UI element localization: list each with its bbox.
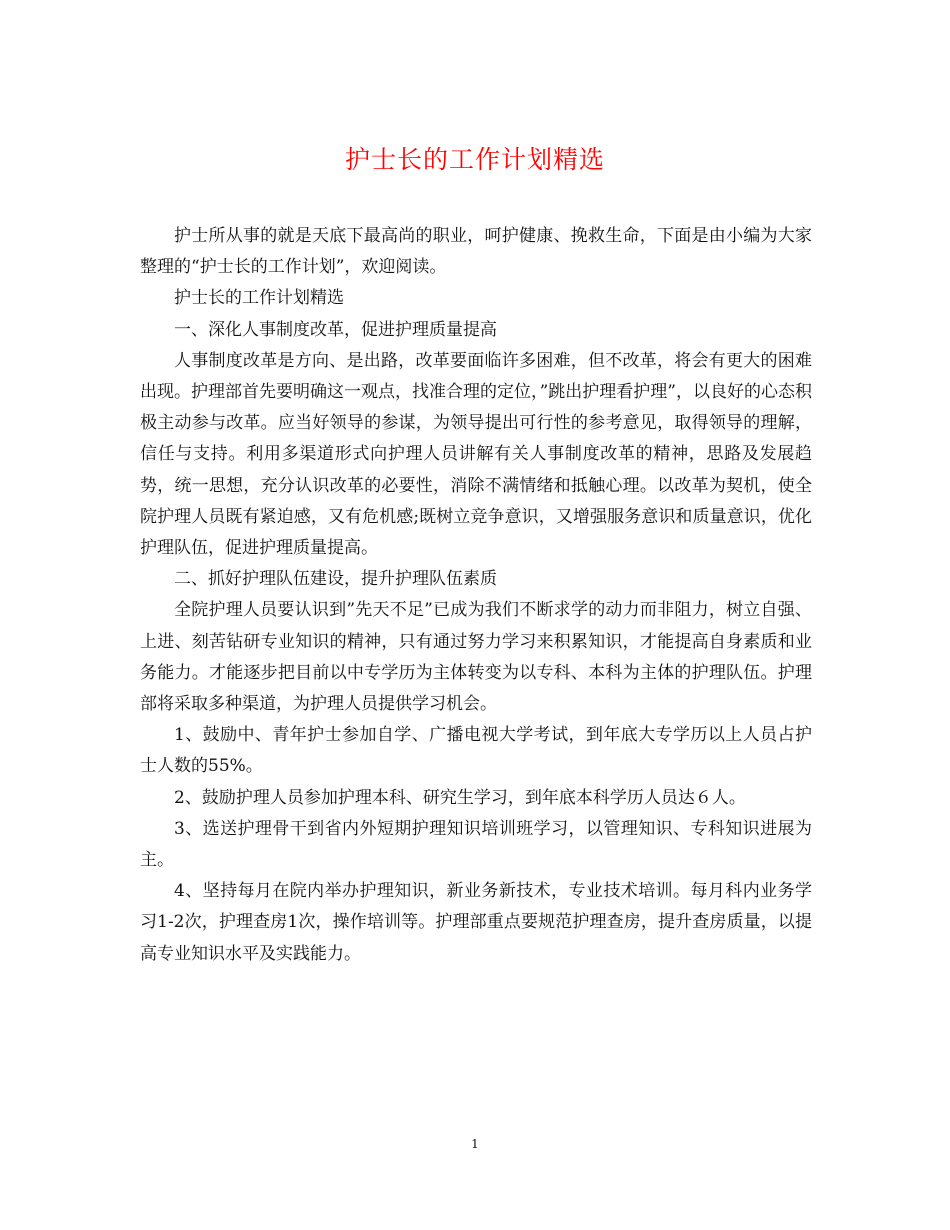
page-number: 1 <box>471 1137 479 1151</box>
list-item-2: 2、鼓励护理人员参加护理本科、研究生学习，到年底本科学历人员达６人。 <box>174 787 746 808</box>
list-item-4: 4、坚持每月在院内举办护理知识，新业务新技术，专业技术培训。每月科内业务学习1-2次，护理查房1次，操作培训等。护理部重点要规范护理查房，提升查房质量，以提高专业知识水平及实践能力。 <box>140 881 812 964</box>
section-2-paragraph: 全院护理人员要认识到”先天不足”已成为我们不断求学的动力而非阻力，树立自强、上进、刻苦钻研专业知识的精神，只有通过努力学习来积累知识，才能提高自身素质和业务能力。才能逐步把目前以中专学历为主体转变为以专科、本科为主体的护理队伍。护理部将采取多种渠道，为护理人员提供学习机会。 <box>140 600 812 715</box>
intro-paragraph: 护士所从事的就是天底下最高尚的职业，呵护健康、挽救生命，下面是由小编为大家整理的“护士长的工作计划”，欢迎阅读。 <box>140 226 812 278</box>
list-item-1: 1、鼓励中、青年护士参加自学、广播电视大学考试，到年底大专学历以上人员占护士人数的55%。 <box>140 725 812 777</box>
document-body <box>140 221 812 970</box>
subtitle-paragraph: 护士长的工作计划精选 <box>174 288 344 309</box>
section-1-paragraph: 人事制度改革是方向、是出路，改革要面临许多困难，但不改革，将会有更大的困难出现。护理部首先要明确这一观点，找准合理的定位，”跳出护理看护理”，以良好的心态积极主动参与改革。应当好领导的参谋，为领导提出可行性的参考意见，取得领导的理解，信任与支持。利用多渠道形式向护理人员讲解有关人事制度改革的精神，思路及发展趋势，统一思想，充分认识改革的必要性，消除不满情绪和抵触心理。以改革为契机，使全院护理人员既有紧迫感，又有危机感;既树立竞争意识，又增强服务意识和质量意识，优化护理队伍，促进护理质量提高。 <box>140 350 812 559</box>
section-heading-1: 一、深化人事制度改革，促进护理质量提高 <box>174 319 497 340</box>
document-title: 护士长的工作计划精选 <box>344 145 605 174</box>
section-heading-2: 二、抓好护理队伍建设，提升护理队伍素质 <box>174 569 497 590</box>
list-item-3: 3、选送护理骨干到省内外短期护理知识培训班学习，以管理知识、专科知识进展为主。 <box>140 818 812 871</box>
